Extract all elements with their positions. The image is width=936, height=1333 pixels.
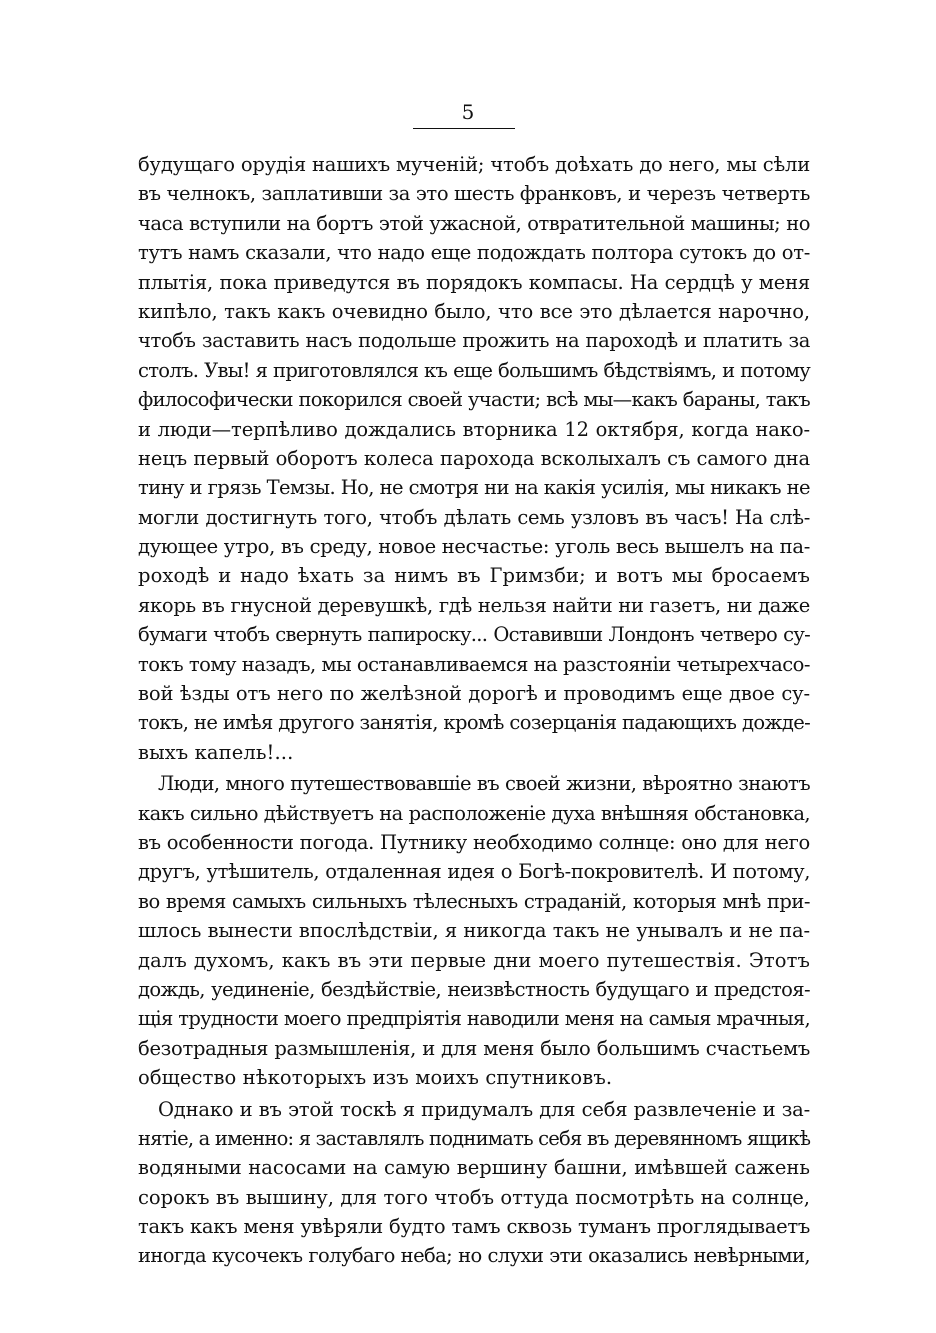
paragraph-2 (138, 769, 810, 1092)
text-line: безотрадныя размышленія, и для меня было большимъ счастьемъ (138, 1036, 810, 1060)
text-line: будущаго орудія нашихъ мученій; чтобъ доѣхать до него, мы сѣли (138, 153, 810, 176)
text-line: философически покорился своей участи; всѣ мы—какъ бараны, такъ (138, 388, 810, 412)
text-line: иногда кусочекъ голубаго неба; но слухи эти оказались невѣрными, (138, 1244, 810, 1268)
text-line: могли достигнуть того, чтобъ дѣлать семь узловъ въ часъ! На слѣ- (138, 505, 810, 529)
page-header (0, 100, 936, 124)
text-line: токъ тому назадъ, мы останавливаемся на разстояніи четырехчасо- (138, 652, 810, 676)
text-line: какъ сильно дѣйствуетъ на расположеніе духа внѣшняя обстановка, (138, 801, 810, 825)
text-line: выхъ капель!... (138, 740, 294, 764)
text-line: далъ духомъ, какъ въ эти первые дни моего путешествія. Этотъ (138, 948, 810, 972)
text-line: дующее утро, въ среду, новое несчастье: уголь весь вышелъ на па- (138, 535, 810, 559)
text-line: кипѣло, такъ какъ очевидно было, что все это дѣлается нарочно, (138, 299, 810, 323)
text-line: Люди, много путешествовавшіе въ своей жизни, вѣроятно знаютъ (158, 772, 810, 796)
text-line: тутъ намъ сказали, что надо еще подождать полтора сутокъ до от- (138, 241, 810, 265)
text-line: сорокъ въ вышину, для того чтобъ оттуда посмотрѣть на солнце, (138, 1185, 810, 1209)
text-line: нецъ первый оборотъ колеса парохода всколыхалъ съ самого дна (138, 446, 810, 470)
text-line: въ челнокъ, заплативши за это шесть франковъ, и черезъ четверть (138, 182, 810, 206)
paragraph-3 (138, 1095, 810, 1271)
text-line: въ особенности погода. Путнику необходимо солнце: оно для него (138, 830, 810, 854)
body-text (138, 150, 810, 1271)
text-line: якорь въ гнусной деревушкѣ, гдѣ нельзя найти ни газетъ, ни даже (138, 593, 810, 617)
text-line: вой ѣзды отъ него по желѣзной дорогѣ и проводимъ еще двое су- (138, 682, 810, 706)
text-line: шлось вынести впослѣдствіи, я никогда такъ не унывалъ и не па- (138, 919, 810, 943)
text-line: щія трудности моего предпріятія наводили меня на самыя мрачныя, (138, 1007, 810, 1031)
text-line: дождь, уединеніе, бездѣйствіе, неизвѣстность будущаго и предстоя- (138, 977, 810, 1001)
text-line: бумаги чтобъ свернуть папироску... Оставивши Лондонъ четверо су- (138, 623, 810, 647)
paragraph-1 (138, 150, 810, 767)
text-line: нятіе, а именно: я заставлялъ поднимать себя въ деревянномъ ящикѣ (138, 1126, 811, 1150)
text-line: во время самыхъ сильныхъ тѣлесныхъ страданій, которыя мнѣ при- (138, 889, 810, 913)
page-number: 5 (461, 100, 475, 124)
text-line: столъ. Увы! я приготовлялся къ еще большимъ бѣдствіямъ, и потому (138, 358, 810, 382)
text-line: другъ, утѣшитель, отдаленная идея о Богѣ-покровителѣ. И потому, (138, 860, 810, 884)
text-line: тину и грязь Темзы. Но, не смотря ни на какія усилія, мы никакъ не (138, 476, 810, 500)
text-line: такъ какъ меня увѣряли будто тамъ сквозь туманъ проглядываетъ (138, 1215, 810, 1239)
text-line: общество нѣкоторыхъ изъ моихъ спутниковъ. (138, 1066, 613, 1090)
text-line: плытія, пока приведутся въ порядокъ компасы. На сердцѣ у меня (138, 270, 810, 294)
text-line: токъ, не имѣя другого занятія, кромѣ созерцанія падающихъ дожде- (138, 711, 811, 735)
text-line: Однако и въ этой тоскѣ я придумалъ для себя развлеченіе и за- (158, 1097, 810, 1121)
text-line: роходѣ и надо ѣхать за нимъ въ Гримзби; и вотъ мы бросаемъ (138, 564, 810, 588)
text-line: часа вступили на бортъ этой ужасной, отвратительной машины; но (138, 211, 810, 235)
text-line: водяными насосами на самую вершину башни, имѣвшей сажень (138, 1156, 810, 1180)
text-line: чтобъ заставить насъ подольше прожить на пароходѣ и платить за (138, 329, 810, 353)
header-rule (413, 128, 515, 129)
text-line: и люди—терпѣливо дождались вторника 12 октября, когда нако- (138, 417, 810, 441)
